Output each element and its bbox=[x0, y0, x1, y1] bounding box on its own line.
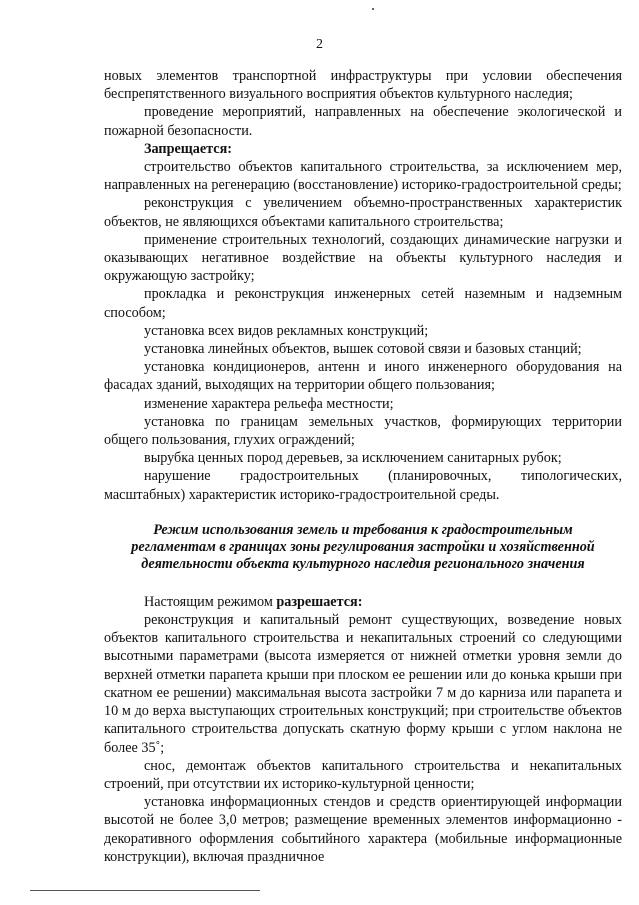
paragraph: новых элементов транспортной инфраструктуры при условии обеспечения беспрепятственного визуального восприятия объектов культурного наследия; bbox=[104, 68, 622, 103]
page-number: 2 bbox=[316, 37, 323, 52]
list-item: применение строительных технологий, создающих динамические нагрузки и оказывающих негативное воздействие на объекты культурного наследия и окружающую застройку; bbox=[104, 231, 622, 285]
section-title: Режим использования земель и требования к градостроительным регламентам в границах зоны регулирования застройки и хозяйственной деятельности объекта культурного наследия регионального значения bbox=[131, 521, 595, 572]
allowed-intro-prefix: Настоящим режимом bbox=[144, 593, 277, 610]
list-item: реконструкция с увеличением объемно-пространственных характеристик объектов, не являющихся объектами капитального строительства; bbox=[104, 195, 622, 230]
document-body bbox=[104, 67, 622, 866]
list-item: изменение характера рельефа местности; bbox=[144, 395, 394, 412]
list-item: нарушение градостроительных (планировочных, типологических, масштабных) характеристик историко-градостроительной среды. bbox=[104, 468, 622, 503]
list-item: установка по границам земельных участков, формирующих территории общего пользования, глухих ограждений; bbox=[104, 413, 622, 449]
list-item: прокладка и реконструкция инженерных сетей наземным и надземным способом; bbox=[104, 286, 622, 321]
forbidden-heading: Запрещается: bbox=[144, 140, 232, 157]
list-item: установка информационных стендов и средств ориентирующей информации высотой не более 3,0 метров; размещение временных элементов информационно - декоративного оформления событийного характера (мобильные информационные конструкции), включая праздничное bbox=[104, 794, 622, 865]
list-item: установка всех видов рекламных конструкций; bbox=[144, 322, 429, 339]
list-item: строительство объектов капитального строительства, за исключением мер, направленных на регенерацию (восстановление) историко-градостроительной среды; bbox=[104, 159, 622, 194]
allowed-heading: разрешается: bbox=[276, 593, 363, 610]
list-item: реконструкция и капитальный ремонт существующих, возведение новых объектов капитального строительства и некапитальных строений со следующими высотными параметрами (высота измеряется от нижней отметки уровня земли до верхней отметки парапета крыши при плоском ее решении или до конька крыши при скатном ее решении) максимальная высота застройки 7 м до карниза или парапета и 10 м до верха выступающих строительных конструкций; при строительстве объектов капитального строительства допускать скатную форму крыши с углом наклона не более 35˚; bbox=[104, 612, 622, 756]
list-item: снос, демонтаж объектов капитального строительства и некапитальных строений, при отсутствии их историко-культурной ценности; bbox=[104, 757, 622, 792]
list-item: вырубка ценных пород деревьев, за исключением санитарных рубок; bbox=[144, 450, 562, 467]
list-item: установка кондиционеров, антенн и иного инженерного оборудования на фасадах зданий, выходящих на территории общего пользования; bbox=[104, 359, 622, 394]
scan-mark bbox=[372, 8, 374, 10]
list-item: установка линейных объектов, вышек сотовой связи и базовых станций; bbox=[144, 341, 582, 358]
allowed-intro bbox=[104, 593, 622, 611]
paragraph: проведение мероприятий, направленных на обеспечение экологической и пожарной безопасности. bbox=[104, 104, 622, 139]
footer-divider bbox=[30, 890, 260, 891]
